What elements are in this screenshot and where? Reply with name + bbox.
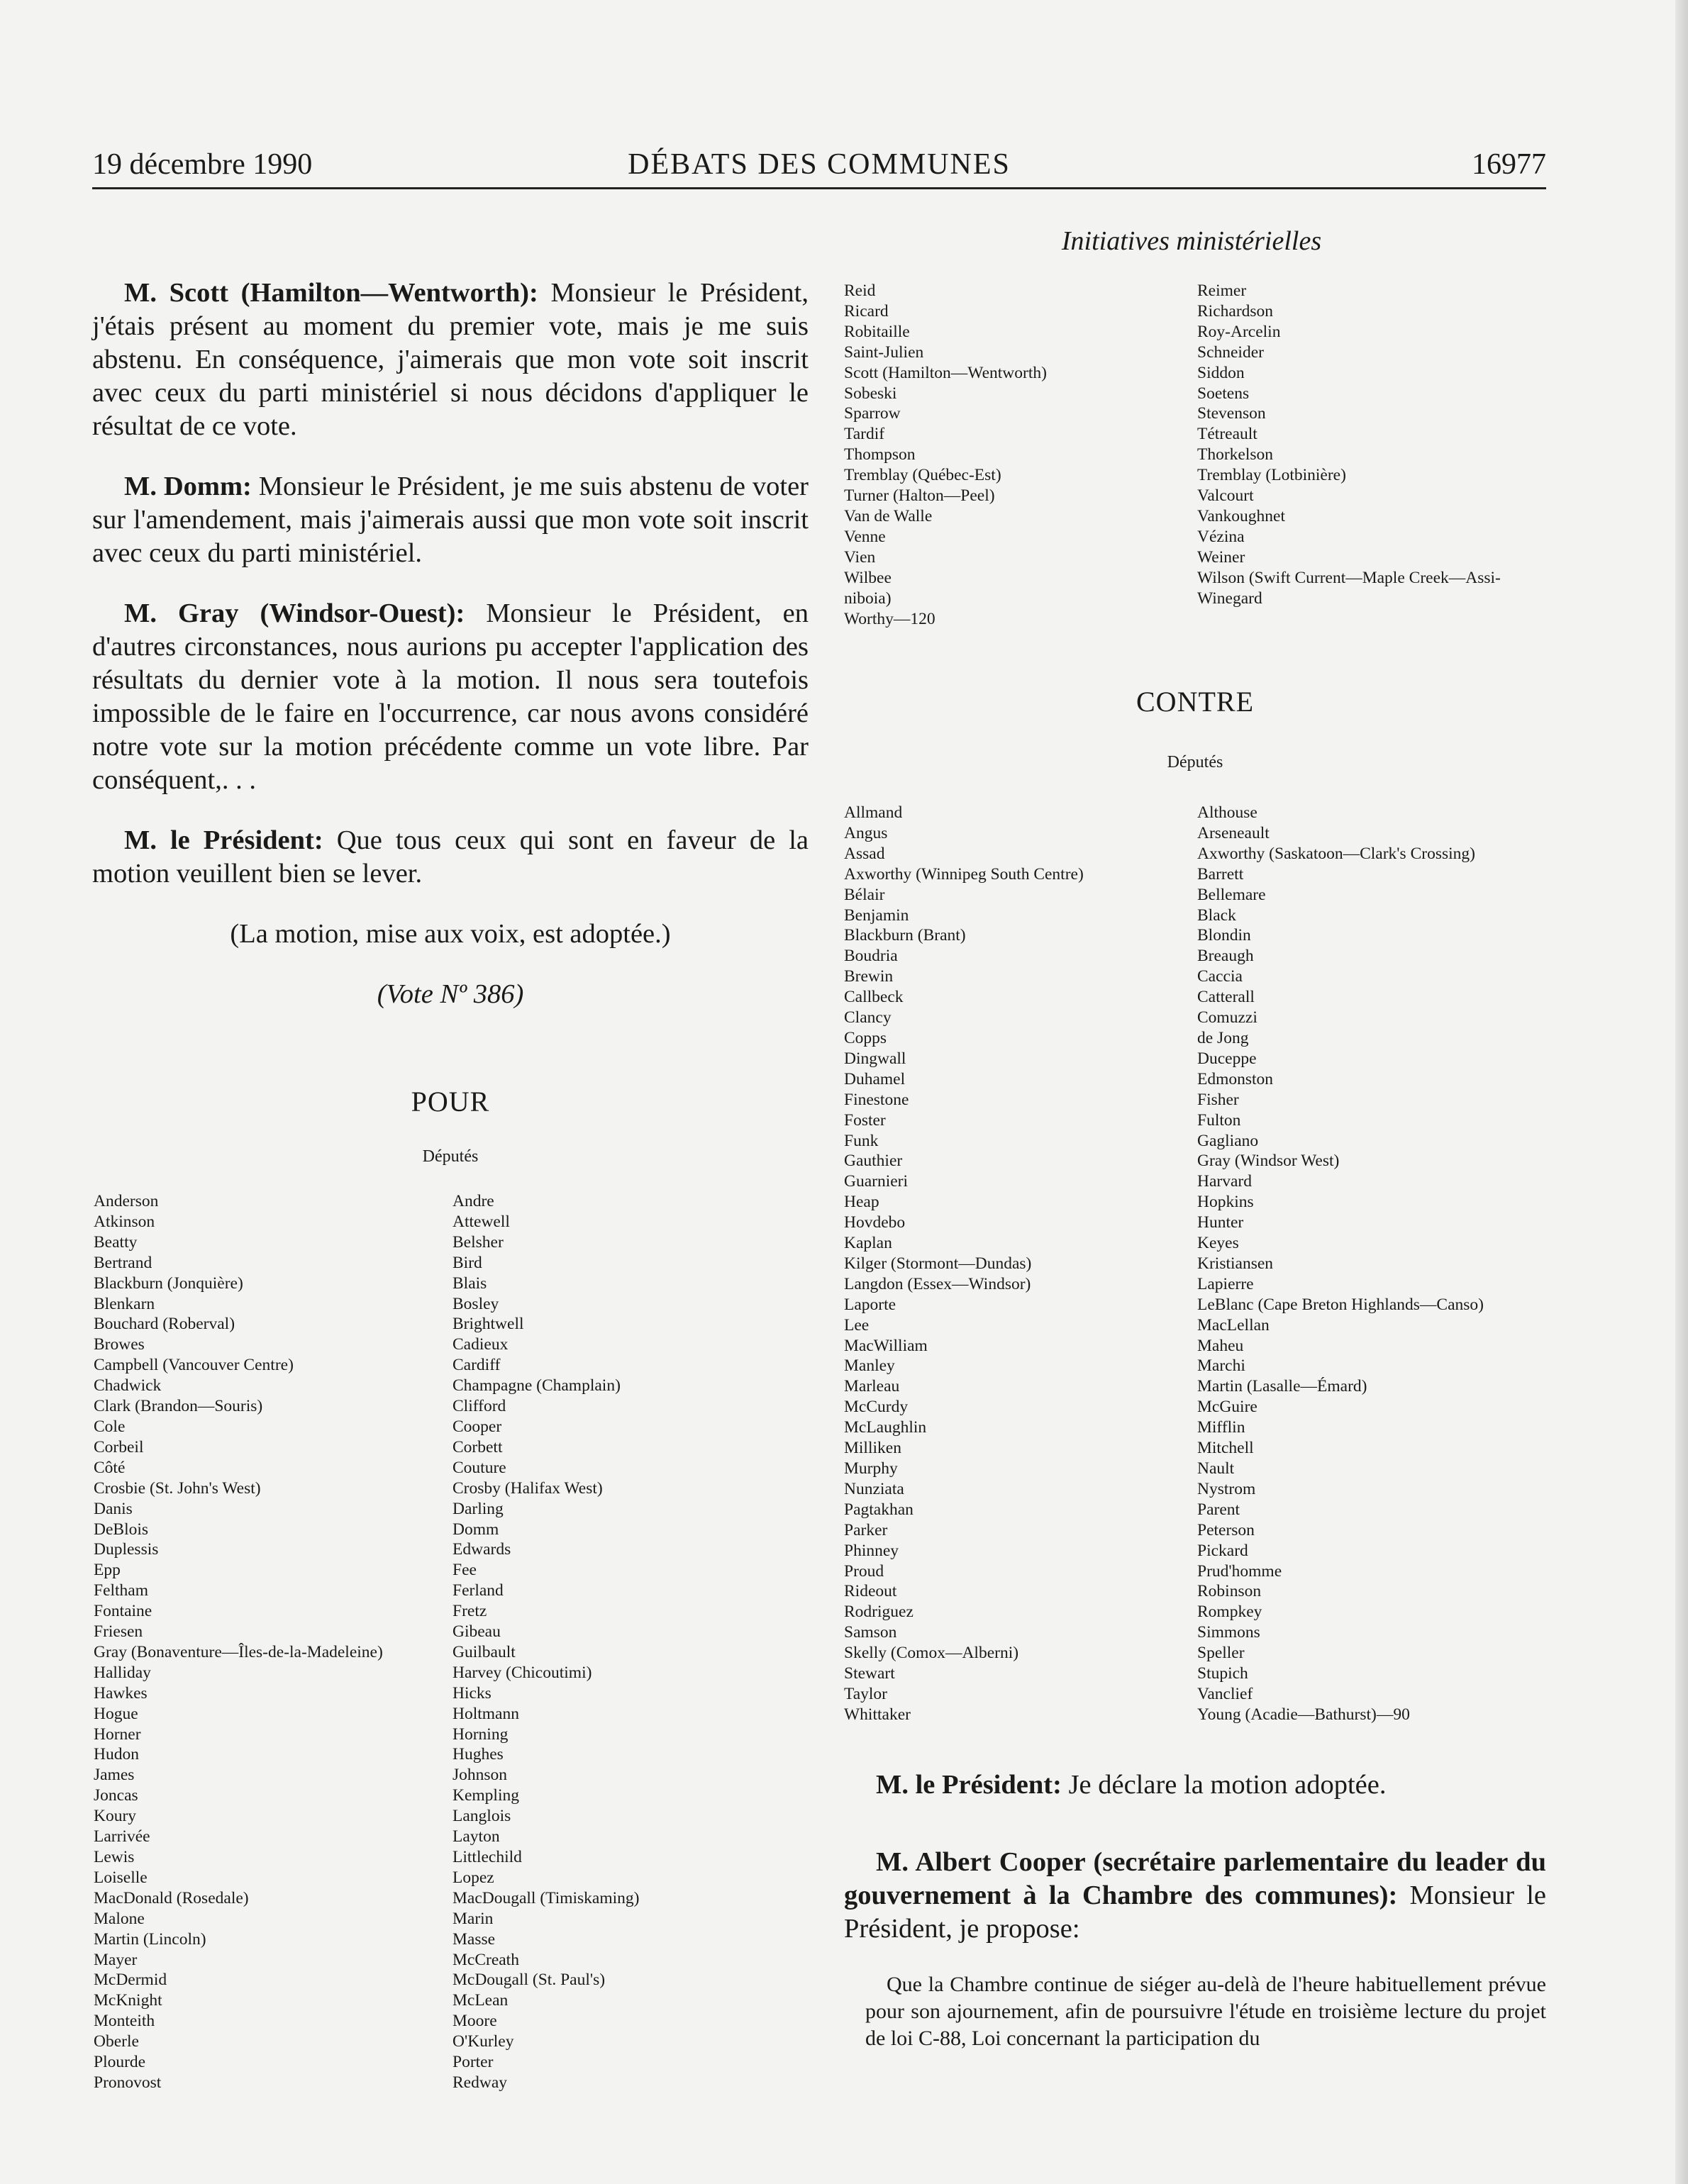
member-name: Peterson	[1197, 1520, 1255, 1539]
member-name: Attewell	[452, 1212, 510, 1231]
header-date: 19 décembre 1990	[92, 148, 313, 181]
paragraph-president	[92, 824, 809, 891]
member-name: de Jong	[1197, 1028, 1249, 1047]
member-name: Brewin	[844, 967, 894, 986]
member-name: Milliken	[844, 1439, 901, 1458]
member-name: Laporte	[844, 1295, 896, 1314]
member-name: McGuire	[1197, 1398, 1257, 1417]
member-name: McKnight	[94, 1991, 162, 2010]
member-name: Manley	[844, 1356, 895, 1376]
member-name: Horning	[452, 1725, 509, 1744]
speaker-president: M. le Président:	[124, 825, 323, 855]
member-name: Malone	[94, 1909, 145, 1928]
member-name: Benjamin	[844, 906, 909, 925]
member-name: Cadieux	[452, 1335, 509, 1354]
paragraph-declare	[844, 1768, 1546, 1802]
member-name: Gauthier	[844, 1152, 903, 1171]
motion-adopted-note: (La motion, mise aux voix, est adoptée.)	[230, 919, 671, 949]
member-name: Mitchell	[1197, 1439, 1254, 1458]
right-prose-declare	[844, 1768, 1546, 1802]
member-name: Axworthy (Winnipeg South Centre)	[844, 864, 1084, 884]
member-name: Duhamel	[844, 1069, 906, 1088]
member-name: James	[94, 1766, 135, 1785]
member-name: Reimer	[1197, 282, 1247, 300]
member-name: Mayer	[94, 1950, 138, 1969]
member-name: Andre	[452, 1192, 494, 1210]
member-name: McCreath	[452, 1950, 519, 1969]
member-name: Wilbee	[844, 568, 892, 587]
pour-list-col4	[1197, 281, 1501, 609]
member-name: Saint-Julien	[844, 342, 924, 362]
text-scott: Monsieur le Président, j'étais présent au moment du premier vote, mais je me suis abstenu. En conséquence, j'aimerais que mon vote soit inscrit avec ceux du parti ministériel si nous décidons d'appliquer le résultat de ce vote.	[92, 278, 809, 441]
member-name: Vézina	[1197, 527, 1245, 546]
member-name: Cooper	[452, 1417, 502, 1436]
pour-list-col1	[94, 1191, 383, 2093]
member-name: Taylor	[844, 1684, 887, 1703]
member-name: Gray (Bonaventure—Îles-de-la-Madeleine)	[94, 1642, 383, 1661]
header-title: DÉBATS DES COMMUNES	[628, 148, 1011, 181]
page-edge-shadow	[1675, 0, 1688, 2184]
member-name: Hunter	[1197, 1213, 1244, 1232]
member-name: Speller	[1197, 1644, 1245, 1663]
member-name: Thorkelson	[1197, 445, 1274, 464]
member-name: Bélair	[844, 885, 885, 904]
member-name: MacDougall (Timiskaming)	[452, 1888, 640, 1907]
member-name: Young (Acadie—Bathurst)—90	[1197, 1705, 1410, 1724]
motion-text: Que la Chambre continue de siéger au-delà de l'heure habituellement prévue pour son ajournement, afin de poursuivre l'étude en troisième lecture du projet de loi C-88, Loi concernant la participation du	[865, 1973, 1546, 2050]
speaker-scott: M. Scott (Hamilton—Wentworth):	[124, 278, 538, 308]
member-name: Wilson (Swift Current—Maple Creek—Assi-	[1197, 568, 1501, 587]
text-declare: Je déclare la motion adoptée.	[1061, 1770, 1387, 1800]
member-name: Darling	[452, 1499, 504, 1518]
member-name: Mifflin	[1197, 1418, 1245, 1437]
member-name: Gibeau	[452, 1622, 501, 1642]
member-name: Soetens	[1197, 384, 1250, 403]
member-name: Caccia	[1197, 967, 1243, 986]
member-name: Corbeil	[94, 1437, 144, 1456]
member-name: Fisher	[1197, 1090, 1239, 1109]
member-name: Joncas	[94, 1786, 138, 1805]
member-name: Ferland	[452, 1581, 504, 1600]
member-name: Finestone	[844, 1090, 909, 1109]
member-name: Valcourt	[1197, 486, 1254, 506]
member-name: Loiselle	[94, 1868, 148, 1887]
contre-list-col1	[844, 803, 1084, 1725]
member-name: Chadwick	[94, 1376, 162, 1395]
member-name: Harvey (Chicoutimi)	[452, 1663, 592, 1682]
member-name: Sobeski	[844, 384, 897, 403]
member-name: Angus	[844, 823, 888, 842]
member-name: Crosby (Halifax West)	[452, 1478, 603, 1498]
member-name: Guarnieri	[844, 1172, 909, 1191]
member-name: Blackburn (Jonquière)	[94, 1274, 243, 1293]
member-name: Duceppe	[1197, 1049, 1257, 1068]
member-name: Langdon (Essex—Windsor)	[844, 1274, 1031, 1293]
member-name: Horner	[94, 1725, 141, 1744]
member-name: Tremblay (Québec-Est)	[844, 466, 1001, 485]
contre-heading: CONTRE	[1136, 686, 1254, 718]
pour-subheading: Députés	[422, 1147, 479, 1166]
member-name: Moore	[452, 2012, 497, 2031]
member-name: Thompson	[844, 445, 916, 464]
paragraph-domm	[92, 470, 809, 570]
header-page-number: 16977	[1472, 148, 1546, 181]
member-name: O'Kurley	[452, 2032, 514, 2051]
member-name: Hogue	[94, 1704, 138, 1723]
member-name: Tétreault	[1197, 425, 1257, 444]
member-name: Danis	[94, 1499, 133, 1518]
member-name: Prud'homme	[1197, 1561, 1282, 1581]
member-name: Stupich	[1197, 1664, 1248, 1683]
member-name: Johnson	[452, 1766, 508, 1785]
member-name: Hopkins	[1197, 1193, 1254, 1212]
member-name: Catterall	[1197, 988, 1255, 1007]
member-name: Hughes	[452, 1745, 504, 1764]
member-name: Fee	[452, 1561, 477, 1580]
member-name: Pronovost	[94, 2073, 162, 2092]
member-name: Barrett	[1197, 864, 1244, 884]
member-name: Worthy—120	[844, 609, 935, 628]
member-name: Sparrow	[844, 404, 901, 423]
member-name: Blackburn (Brant)	[844, 926, 966, 945]
member-name: MacLellan	[1197, 1315, 1270, 1335]
speaker-gray: M. Gray (Windsor-Ouest):	[124, 598, 465, 628]
member-name: Edmonston	[1197, 1069, 1274, 1088]
member-name: Kempling	[452, 1786, 519, 1805]
member-name: Fulton	[1197, 1110, 1241, 1130]
member-name: Layton	[452, 1827, 500, 1846]
member-name: Dingwall	[844, 1049, 906, 1068]
member-name: Edwards	[452, 1540, 511, 1559]
paragraph-scott	[92, 277, 809, 443]
member-name: Parker	[844, 1520, 888, 1539]
member-name: Bosley	[452, 1294, 499, 1313]
member-name: Guilbault	[452, 1642, 516, 1661]
member-name: Lopez	[452, 1868, 494, 1887]
member-name: Lewis	[94, 1848, 135, 1866]
member-name: Vien	[844, 547, 876, 567]
member-name: Assad	[844, 844, 885, 863]
member-name: Halliday	[94, 1663, 151, 1682]
member-name: Ricard	[844, 301, 889, 321]
member-name: Richardson	[1197, 301, 1274, 321]
member-name: Feltham	[94, 1581, 149, 1600]
member-name: Martin (Lincoln)	[94, 1929, 206, 1949]
member-name: Simmons	[1197, 1623, 1260, 1642]
member-name: Bellemare	[1197, 885, 1266, 904]
member-name: Plourde	[94, 2053, 146, 2072]
member-name: Turner (Halton—Peel)	[844, 486, 995, 506]
member-name: Venne	[844, 527, 886, 546]
member-name: Fontaine	[94, 1602, 152, 1621]
member-name: Clark (Brandon—Souris)	[94, 1397, 263, 1416]
member-name: Holtmann	[452, 1704, 519, 1723]
member-name: Skelly (Comox—Alberni)	[844, 1644, 1019, 1663]
member-name: LeBlanc (Cape Breton Highlands—Canso)	[1197, 1295, 1484, 1314]
member-name: Porter	[452, 2053, 494, 2072]
member-name: Foster	[844, 1110, 886, 1130]
member-name: Epp	[94, 1561, 121, 1580]
text-gray: Monsieur le Président, en d'autres circonstances, nous aurions pu accepter l'application des résultats du dernier vote à la motion. Il nous sera toutefois impossible de le faire en l'occurrence, car nous avons considéré notre vote sur la motion précédente comme un vote libre. Par conséquent,. . .	[92, 598, 809, 795]
member-name: Maheu	[1197, 1336, 1244, 1355]
member-name: Samson	[844, 1623, 897, 1642]
member-name: Lee	[844, 1315, 870, 1335]
member-name: Althouse	[1197, 803, 1257, 822]
member-name: Callbeck	[844, 988, 904, 1007]
member-name: Littlechild	[452, 1848, 522, 1866]
member-name: Parent	[1197, 1500, 1240, 1519]
page-header	[92, 147, 1546, 190]
member-name: Vanclief	[1197, 1684, 1253, 1703]
member-name: McLean	[452, 1991, 509, 2010]
member-name: Stevenson	[1197, 404, 1266, 423]
member-name: Winegard	[1197, 589, 1262, 608]
member-name: Domm	[452, 1520, 499, 1539]
member-name: Breaugh	[1197, 947, 1254, 966]
header-rule	[92, 187, 1546, 189]
member-name: Heap	[844, 1193, 879, 1212]
member-name: McDermid	[94, 1971, 167, 1990]
member-name: Oberle	[94, 2032, 139, 2051]
member-name: Koury	[94, 1807, 137, 1826]
member-name: Robitaille	[844, 322, 910, 341]
member-name: Funk	[844, 1131, 879, 1150]
left-column	[92, 277, 809, 1038]
member-name: Keyes	[1197, 1234, 1239, 1253]
paragraph-cooper	[844, 1846, 1546, 1946]
member-name: Murphy	[844, 1459, 898, 1478]
speaker-president-2: M. le Président:	[876, 1770, 1062, 1800]
member-name: Bird	[452, 1253, 482, 1272]
member-name: Larrivée	[94, 1827, 150, 1846]
text-domm: Monsieur le Président, je me suis abstenu de voter sur l'amendement, mais j'aimerais aussi que mon vote soit inscrit avec ceux du parti ministériel.	[92, 472, 809, 568]
pour-heading: POUR	[411, 1086, 490, 1118]
member-name: Lapierre	[1197, 1274, 1254, 1293]
member-name: Rodriguez	[844, 1603, 914, 1622]
member-name: Langlois	[452, 1807, 511, 1826]
member-name: Campbell (Vancouver Centre)	[94, 1356, 294, 1375]
member-name: Clancy	[844, 1008, 892, 1027]
member-name: McDougall (St. Paul's)	[452, 1971, 606, 1990]
member-name: Côté	[94, 1458, 126, 1477]
member-name: Fretz	[452, 1602, 487, 1621]
member-name: Couture	[452, 1458, 506, 1477]
pour-list-col3	[844, 281, 1047, 629]
member-name: Arseneault	[1197, 823, 1270, 842]
member-name: Atkinson	[94, 1212, 155, 1231]
member-name: Champagne (Champlain)	[452, 1376, 621, 1395]
member-name: Whittaker	[844, 1705, 911, 1724]
vote-number: (Vote Nº 386)	[377, 979, 524, 1009]
member-name: Proud	[844, 1561, 884, 1581]
member-name: Copps	[844, 1028, 887, 1047]
member-name: niboia)	[844, 589, 892, 608]
member-name: Rompkey	[1197, 1603, 1262, 1622]
member-name: Beatty	[94, 1232, 138, 1252]
member-name: Tremblay (Lotbinière)	[1197, 466, 1346, 485]
member-name: Hicks	[452, 1683, 492, 1703]
member-name: Blenkarn	[94, 1294, 155, 1313]
member-name: Browes	[94, 1335, 145, 1354]
member-name: Bouchard (Roberval)	[94, 1315, 235, 1334]
text-president: Que tous ceux qui sont en faveur de la motion veuillent bien se lever.	[92, 825, 809, 888]
member-name: Masse	[452, 1929, 496, 1949]
member-name: Blais	[452, 1274, 487, 1293]
member-name: Friesen	[94, 1622, 143, 1642]
member-name: Gagliano	[1197, 1131, 1259, 1150]
right-prose-motion	[844, 1971, 1546, 2052]
member-name: Roy-Arcelin	[1197, 322, 1281, 341]
section-label: Initiatives ministérielles	[1061, 226, 1322, 256]
member-name: Tardif	[844, 425, 885, 444]
member-name: Belsher	[452, 1232, 504, 1252]
member-name: Stewart	[844, 1664, 895, 1683]
member-name: Reid	[844, 282, 876, 300]
member-name: Black	[1197, 906, 1236, 925]
member-name: DeBlois	[94, 1520, 149, 1539]
member-name: Redway	[452, 2073, 508, 2092]
member-name: Monteith	[94, 2012, 155, 2031]
member-name: Marin	[452, 1909, 494, 1928]
member-name: Scott (Hamilton—Wentworth)	[844, 363, 1047, 382]
right-prose-cooper	[844, 1846, 1546, 1946]
member-name: Rideout	[844, 1582, 897, 1601]
member-name: Harvard	[1197, 1172, 1252, 1191]
member-name: McCurdy	[844, 1398, 909, 1417]
member-name: Axworthy (Saskatoon—Clark's Crossing)	[1197, 844, 1475, 863]
member-name: Kaplan	[844, 1234, 892, 1253]
member-name: Hudon	[94, 1745, 139, 1764]
member-name: Van de Walle	[844, 506, 933, 525]
member-name: Nunziata	[844, 1479, 904, 1498]
member-name: Robinson	[1197, 1582, 1262, 1601]
member-name: Comuzzi	[1197, 1008, 1257, 1027]
member-name: Siddon	[1197, 363, 1245, 382]
member-name: Cardiff	[452, 1356, 501, 1375]
member-name: Anderson	[94, 1192, 159, 1210]
member-name: MacWilliam	[844, 1336, 928, 1355]
pour-list-col2	[452, 1191, 640, 2093]
member-name: Phinney	[844, 1541, 899, 1560]
member-name: Schneider	[1197, 342, 1264, 362]
member-name: Nystrom	[1197, 1479, 1256, 1498]
member-name: Boudria	[844, 947, 898, 966]
member-name: Weiner	[1197, 547, 1245, 567]
member-name: Allmand	[844, 803, 903, 822]
member-name: Marchi	[1197, 1356, 1245, 1376]
member-name: Corbett	[452, 1437, 503, 1456]
member-name: Crosbie (St. John's West)	[94, 1478, 261, 1498]
member-name: MacDonald (Rosedale)	[94, 1888, 249, 1907]
speaker-cooper: M. Albert Cooper (secrétaire parlementaire du leader du gouvernement à la Chambre des communes):	[844, 1847, 1546, 1910]
member-name: Kilger (Stormont—Dundas)	[844, 1254, 1032, 1273]
speaker-domm: M. Domm:	[124, 472, 252, 501]
member-name: Kristiansen	[1197, 1254, 1274, 1273]
member-name: Cole	[94, 1417, 126, 1436]
text-cooper: Monsieur le Président, je propose:	[844, 1881, 1547, 1944]
member-name: Duplessis	[94, 1540, 159, 1559]
member-name: Bertrand	[94, 1253, 152, 1272]
member-name: McLaughlin	[844, 1418, 927, 1437]
member-name: Hawkes	[94, 1683, 148, 1703]
member-name: Brightwell	[452, 1315, 524, 1334]
paragraph-gray	[92, 597, 809, 797]
member-name: Martin (Lasalle—Émard)	[1197, 1377, 1367, 1396]
member-name: Vankoughnet	[1197, 506, 1286, 525]
contre-subheading: Députés	[1167, 753, 1223, 771]
member-name: Pickard	[1197, 1541, 1248, 1560]
member-name: Blondin	[1197, 926, 1251, 945]
member-name: Gray (Windsor West)	[1197, 1152, 1340, 1171]
member-name: Pagtakhan	[844, 1500, 914, 1519]
member-name: Clifford	[452, 1397, 506, 1416]
member-name: Hovdebo	[844, 1213, 906, 1232]
contre-list-col2	[1197, 803, 1484, 1725]
member-name: Marleau	[844, 1377, 900, 1396]
member-name: Nault	[1197, 1459, 1235, 1478]
